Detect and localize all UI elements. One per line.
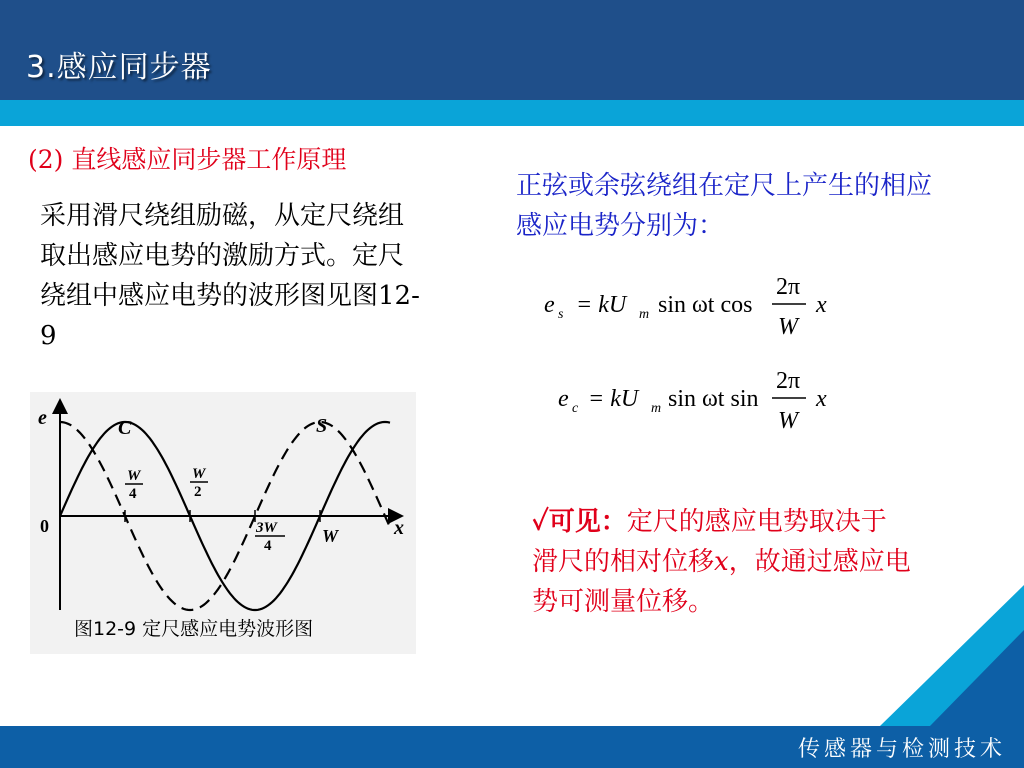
header-accent-strip [0,100,1024,126]
eq1-mid: = kU [576,292,627,318]
eq1-num: 2π [776,274,801,300]
slide-title: 3.感应同步器 [26,50,212,85]
section-heading: (2) 直线感应同步器工作原理 [28,145,347,174]
label-e-axis: e [38,407,47,429]
label-curve-s: S [316,415,328,437]
label-w2-num: W [192,466,206,482]
equation-es-svg [540,268,860,348]
label-w4-num: W [127,468,141,484]
label-x-axis: x [394,517,404,539]
conclusion-text [532,502,912,622]
label-3w4-num: 3W [256,520,277,536]
label-w: W [322,526,339,546]
conclusion-lead: 可见： [548,507,627,537]
label-3w4-den: 4 [264,538,272,554]
check-mark-icon: ✓ [532,507,549,537]
eq2-num: 2π [776,368,801,394]
conclusion-var: x [714,547,729,577]
waveform-figure [30,392,416,654]
label-curve-c: C [118,417,132,439]
conclusion-part2: ，故通过感应电势可测量位移。 [532,547,911,617]
eq2-var: x [816,386,827,412]
eq1-func: sin ωt cos [658,292,753,318]
eq1-lhs-sub: s [558,307,564,322]
right-paragraph: 正弦或余弦绕组在定尺上产生的相应感应电势分别为： [516,171,933,241]
footer-course-title: 传感器与检测技术 [797,737,1006,762]
eq2-mid: = kU [588,386,639,412]
equation-ec [540,362,860,449]
eq2-lhs-sub: c [572,401,579,416]
eq1-den: W [778,314,798,340]
eq2-mid-sub: m [651,401,662,416]
eq1-var: x [816,292,827,318]
eq1-lhs: e [544,292,555,318]
eq2-den: W [778,408,798,434]
figure-caption: 图12-9 定尺感应电势波形图 [74,618,314,640]
equation-ec-svg [540,362,860,442]
label-w4-den: 4 [129,486,137,502]
conclusion-part1: 定尺的感应电势取决于滑尺的相对位移 [532,507,887,577]
equation-es [540,268,860,355]
eq2-func: sin ωt sin [668,386,759,412]
eq2-lhs: e [558,386,569,412]
label-origin: 0 [40,516,49,536]
label-w2-den: 2 [194,484,202,500]
eq1-mid-sub: m [639,307,650,322]
left-paragraph: 采用滑尺绕组励磁，从定尺绕组取出感应电势的激励方式。定尺绕组中感应电势的波形图见图12-9 [40,201,420,351]
